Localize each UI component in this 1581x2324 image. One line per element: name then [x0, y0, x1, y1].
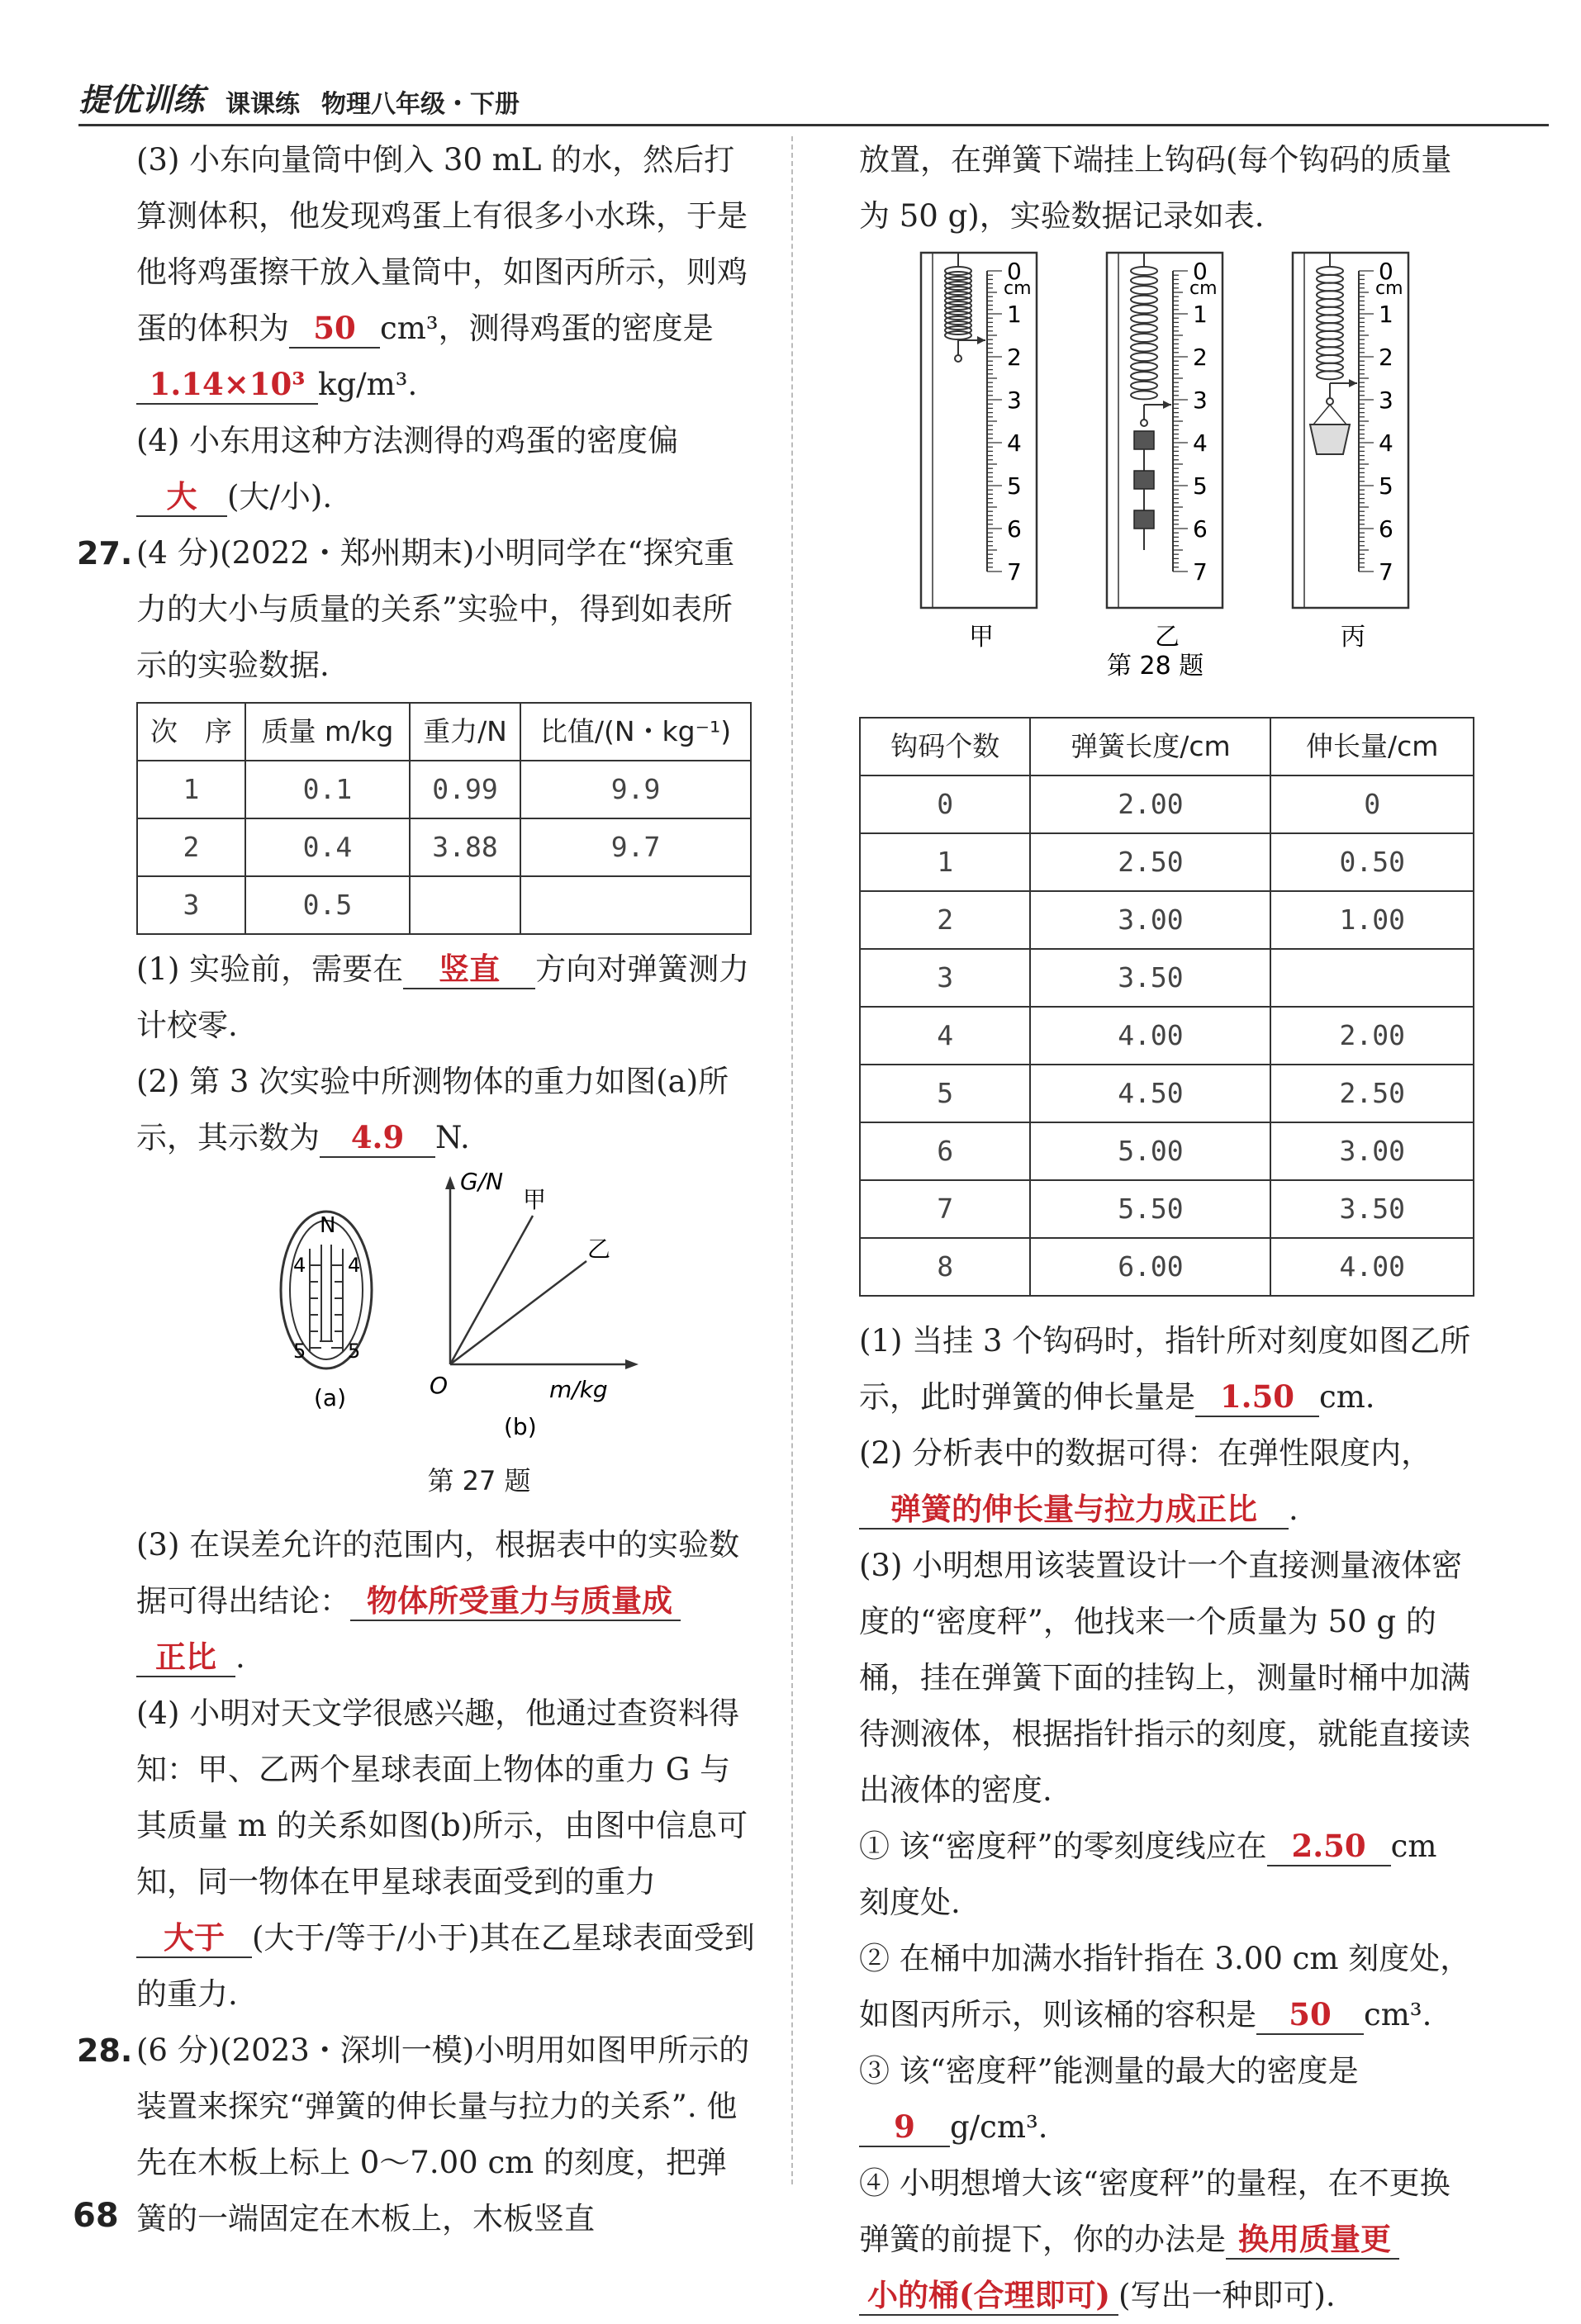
ruler-tick-label: 1	[1379, 301, 1393, 328]
table-row: 7 5.50 3.50	[860, 1180, 1474, 1238]
gauge-tick: 5	[348, 1340, 361, 1363]
q26-part3: (3) 小东向量筒中倒入 30 mL 的水，然后打算测体积，他发现鸡蛋上有很多小水珠，于是他将鸡蛋擦干放入量筒中，如图丙所示，则鸡蛋的体积为 50 cm³，测得鸡蛋的密度是1.14×10³ kg/m³.	[136, 132, 756, 413]
origin-label: O	[430, 1372, 449, 1399]
question-number: 28.	[77, 2032, 133, 2069]
column-divider	[791, 136, 793, 2184]
ruler-tick-label: 7	[1379, 558, 1393, 586]
ruler-tick-label: 6	[1007, 515, 1022, 543]
answer-blank: 物体所受重力与质量成	[350, 1582, 681, 1621]
q28-part2: (2) 分析表中的数据可得：在弹性限度内， 弹簧的伸长量与拉力成正比 .	[859, 1425, 1474, 1538]
table-row: 3 3.50	[860, 949, 1474, 1007]
question-stem-continued: 放置，在弹簧下端挂上钩码(每个钩码的质量为 50 g)，实验数据记录如表.	[859, 142, 1452, 234]
answer-blank: 50	[1256, 1995, 1364, 2035]
right-column	[859, 132, 1474, 2324]
gauge-unit: N	[320, 1213, 336, 1238]
table-row: 2 3.00 1.00	[860, 891, 1474, 949]
board-label: 乙	[1155, 623, 1180, 652]
question-stem: (6 分)(2023・深圳一模)小明用如图甲所示的装置来探究“弹簧的伸长量与拉力的关系”. 他先在木板上标上 0～7.00 cm 的刻度，把弹簧的一端固定在木板上，木板竖直	[136, 2032, 750, 2236]
table-row: 6 5.00 3.00	[860, 1122, 1474, 1180]
table-row: 1 2.50 0.50	[860, 833, 1474, 891]
figure-sublabel: (b)	[504, 1413, 537, 1439]
table-row: 1 0.1 0.99 9.9	[137, 761, 751, 818]
line-jia	[450, 1216, 533, 1364]
line-label-jia: 甲	[523, 1186, 547, 1213]
figure-27	[136, 1166, 756, 1439]
gauge-tick: 4	[348, 1254, 361, 1277]
ruler-tick-label: 3	[1193, 387, 1208, 414]
ruler-tick-label: 0	[1379, 258, 1393, 285]
q28-part3-4: ④ 小明想增大该“密度秤”的量程，在不更换弹簧的前提下，你的办法是 换用质量更 小的桶(合理即可) (写出一种即可).	[859, 2156, 1474, 2324]
ruler-tick-label: 7	[1007, 558, 1022, 586]
ruler-tick-label: 6	[1379, 515, 1393, 543]
answer-blank: 弹簧的伸长量与拉力成正比	[859, 1490, 1289, 1530]
answer-blank: 小的桶(合理即可)	[859, 2276, 1118, 2316]
table-header: 比值/(N・kg⁻¹)	[520, 703, 751, 761]
table-row: 5 4.50 2.50	[860, 1065, 1474, 1122]
ruler-tick-label: 3	[1379, 387, 1393, 414]
ruler-unit: cm	[1004, 278, 1032, 299]
ruler-tick-label: 6	[1193, 515, 1208, 543]
ruler-tick-label: 5	[1379, 472, 1393, 500]
page-number: 68	[73, 2197, 119, 2235]
y-axis-label: G/N	[460, 1168, 504, 1195]
answer-blank: 50	[289, 309, 380, 349]
gauge-tick: 5	[293, 1340, 306, 1363]
ruler-tick-label: 1	[1193, 301, 1208, 328]
answer-blank: 正比	[136, 1638, 235, 1677]
table-row: 0 2.00 0	[860, 775, 1474, 833]
brand-title: 提优训练	[78, 82, 205, 118]
question-stem: (4 分)(2022・郑州期末)小明同学在“探究重力的大小与质量的关系”实验中，得到如表所示的实验数据.	[136, 535, 735, 683]
table-row: 4 4.00 2.00	[860, 1007, 1474, 1065]
graph-b	[430, 1168, 639, 1439]
answer-blank: 4.9	[320, 1118, 435, 1158]
table-28	[859, 717, 1474, 1297]
q27-part3: (3) 在误差允许的范围内，根据表中的实验数据可得出结论： 物体所受重力与质量成 正比 .	[136, 1517, 756, 1686]
q28-part1: (1) 当挂 3 个钩码时，指针所对刻度如图乙所示，此时弹簧的伸长量是 1.50 cm.	[859, 1313, 1474, 1425]
spring-board-b	[1107, 253, 1223, 652]
question-27	[77, 525, 756, 694]
figure-caption: 第 27 题	[427, 1465, 531, 1496]
line-label-yi: 乙	[587, 1236, 611, 1263]
figure-sublabel: (a)	[314, 1384, 347, 1411]
table-header: 伸长量/cm	[1270, 718, 1474, 775]
ruler-tick-label: 1	[1007, 301, 1022, 328]
ruler-tick-label: 5	[1007, 472, 1022, 500]
figure-28	[859, 244, 1474, 682]
book-label: 物理八年级・下册	[321, 90, 520, 119]
ruler-tick-label: 4	[1007, 429, 1022, 457]
answer-blank: 大于	[136, 1918, 252, 1958]
figure-caption: 第 28 题	[1107, 652, 1204, 681]
table-header: 质量 m/kg	[245, 703, 410, 761]
ruler-tick-label: 4	[1193, 429, 1208, 457]
x-axis-label: m/kg	[549, 1376, 608, 1403]
ruler-tick-label: 0	[1193, 258, 1208, 285]
gauge-tick: 4	[293, 1254, 306, 1277]
q28-part3: (3) 小明想用该装置设计一个直接测量液体密度的“密度秤”，他找来一个质量为 50 g 的桶，挂在弹簧下面的挂钩上，测量时桶中加满待测液体，根据指针指示的刻度，就能直接读出液体的密度.	[859, 1548, 1470, 1808]
board-label: 丙	[1341, 623, 1365, 652]
answer-blank: 大	[136, 477, 227, 517]
table-header: 重力/N	[410, 703, 520, 761]
table-row: 8 6.00 4.00	[860, 1238, 1474, 1296]
ruler-tick-label: 2	[1007, 344, 1022, 371]
ruler-tick-label: 7	[1193, 558, 1208, 586]
q28-part3-1: ① 该“密度秤”的零刻度线应在 2.50 cm 刻度处.	[859, 1828, 1437, 1920]
q27-part1: (1) 实验前，需要在 竖直 方向对弹簧测力计校零.	[136, 951, 750, 1043]
ruler-tick-label: 5	[1193, 472, 1208, 500]
header-rule	[78, 124, 1549, 126]
ruler-tick-label: 2	[1379, 344, 1393, 371]
q26-part4: (4) 小东用这种方法测得的鸡蛋的密度偏大 (大/小).	[136, 413, 756, 525]
answer-blank: 1.50	[1195, 1378, 1319, 1417]
line-yi	[450, 1261, 586, 1364]
answer-blank: 竖直	[403, 950, 535, 989]
ruler-unit: cm	[1189, 278, 1218, 299]
table-header: 钩码个数	[860, 718, 1030, 775]
ruler-tick-label: 4	[1379, 429, 1393, 457]
ruler-tick-label: 0	[1007, 258, 1022, 285]
question-number: 27.	[77, 535, 133, 572]
table-27	[136, 702, 752, 935]
q28-part3-2: ② 在桶中加满水指针指在 3.00 cm 刻度处，如图丙所示，则该桶的容积是 50 cm³.	[859, 1931, 1474, 2043]
ruler-tick-label: 2	[1193, 344, 1208, 371]
spring-scale-a	[281, 1212, 372, 1411]
q27-part2: (2) 第 3 次实验中所测物体的重力如图(a)所示，其示数为 4.9 N.	[136, 1054, 756, 1166]
table-header: 弹簧长度/cm	[1030, 718, 1270, 775]
board-label: 甲	[969, 623, 994, 652]
answer-blank: 1.14×10³	[136, 365, 318, 405]
spring-board-c	[1293, 253, 1408, 652]
answer-blank: 2.50	[1267, 1827, 1391, 1866]
ruler-unit: cm	[1375, 278, 1403, 299]
spring-board-a	[921, 253, 1037, 652]
table-header: 次 序	[137, 703, 245, 761]
answer-blank: 9	[859, 2108, 950, 2147]
answer-blank: 换用质量更	[1226, 2220, 1399, 2260]
table-row: 2 0.4 3.88 9.7	[137, 818, 751, 876]
q27-part4: (4) 小明对天文学很感兴趣，他通过查资料得知：甲、乙两个星球表面上物体的重力 G 与其质量 m 的关系如图(b)所示，由图中信息可知，同一物体在甲星球表面受到的重力大于 (大于/等于/小于)其在乙星球表面受到的重力.	[136, 1696, 755, 2012]
table-row: 3 0.5	[137, 876, 751, 934]
q28-part3-3: ③ 该“密度秤”能测量的最大的密度是 9 g/cm³.	[859, 2043, 1474, 2156]
header	[78, 70, 520, 120]
ruler-tick-label: 3	[1007, 387, 1022, 414]
series-label: 课课练	[226, 90, 301, 119]
